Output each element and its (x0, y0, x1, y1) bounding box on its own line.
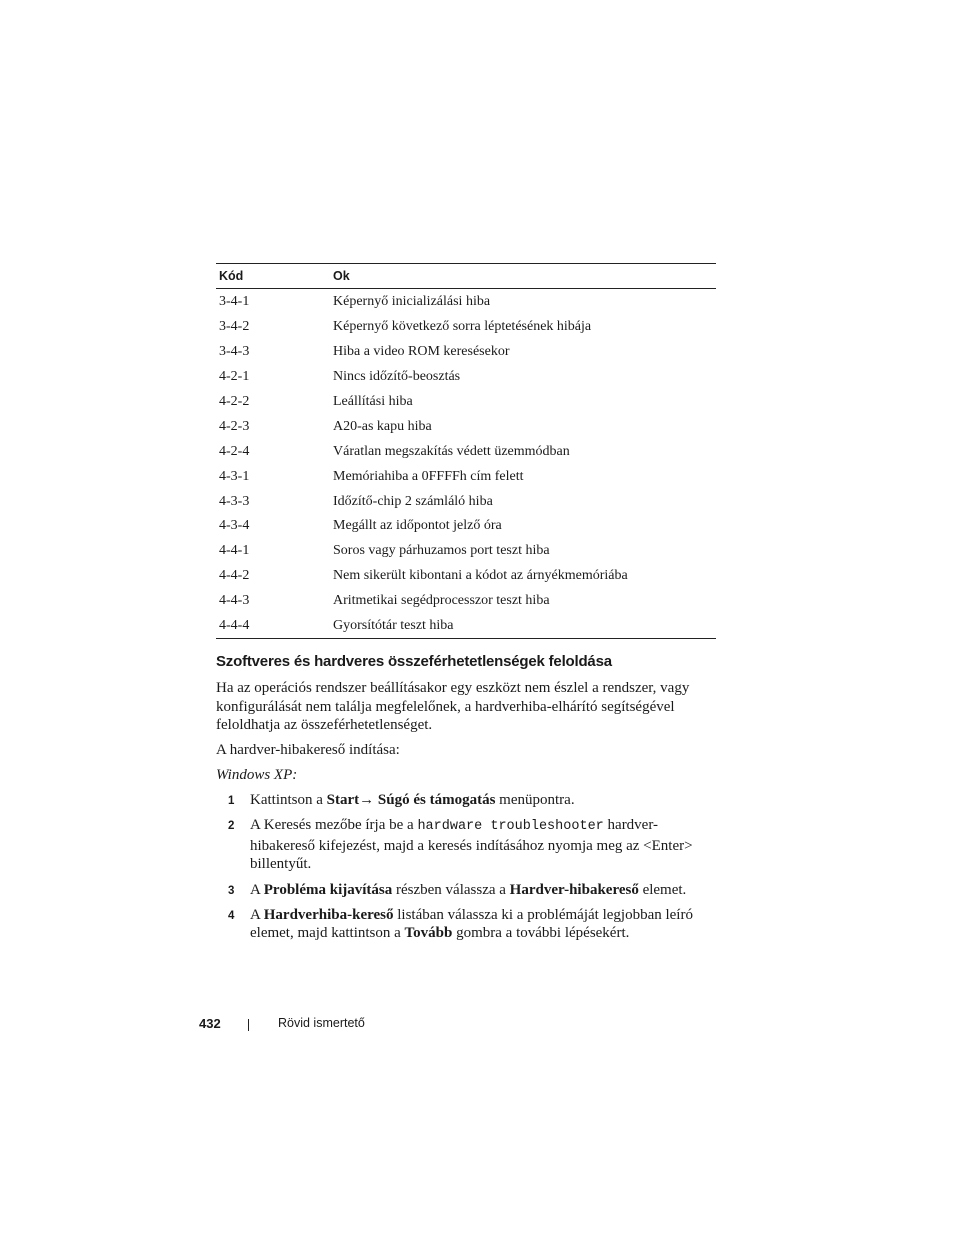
step-text: A (250, 906, 264, 923)
page-number: 432 (199, 1016, 221, 1031)
step-number: 3 (228, 884, 235, 897)
os-label: Windows XP: (216, 767, 298, 783)
cell-code: 4-2-4 (219, 443, 250, 459)
table-row (216, 289, 716, 315)
table-row (216, 539, 716, 564)
cell-code: 4-3-3 (219, 493, 250, 509)
table-row (216, 564, 716, 589)
cell-cause: Soros vagy párhuzamos port teszt hiba (333, 543, 550, 559)
ui-term-troubleshooter: Hardver-hibakereső (509, 881, 639, 898)
table-row (216, 589, 716, 614)
table-row (216, 439, 716, 464)
table-row (216, 614, 716, 639)
column-header-code: Kód (216, 264, 333, 289)
table-row (216, 390, 716, 415)
cell-code: 3-4-1 (219, 294, 250, 310)
ui-term-fix-problem: Probléma kijavítása (263, 881, 393, 898)
cell-code: 4-3-4 (219, 518, 250, 534)
section-heading: Szoftveres és hardveres összeférhetetlenségek feloldása (216, 653, 612, 670)
cell-code: 4-4-3 (219, 593, 250, 609)
step-number: 4 (228, 909, 235, 922)
cell-code: 4-4-1 (219, 543, 250, 559)
cell-code: 3-4-2 (219, 319, 250, 335)
step-text: A (250, 881, 264, 898)
table-row (216, 315, 716, 340)
step-text: menüpontra. (495, 792, 575, 808)
step-text: hardver-hibakereső kifejezést, majd a keresés indításához nyomja meg az <Enter> billentyűt. (250, 817, 693, 873)
step-text: A Keresés mezőbe írja be a (250, 817, 418, 834)
cell-code: 4-3-1 (219, 468, 250, 484)
step-text: Kattintson a (250, 792, 327, 808)
step-text: gombra a további lépésekért. (452, 925, 630, 942)
table-row (216, 414, 716, 439)
launch-instruction: A hardver-hibakereső indítása: (216, 742, 400, 758)
cell-cause: Képernyő következő sorra léptetésének hibája (333, 319, 592, 335)
step-number: 1 (228, 795, 235, 807)
step-3 (216, 881, 716, 900)
beep-code-table (216, 263, 716, 639)
table-header-row (216, 264, 716, 289)
cell-cause: A20-as kapu hiba (333, 418, 432, 434)
cell-code: 4-2-3 (219, 418, 250, 434)
cell-code: 4-2-1 (219, 369, 250, 385)
table-row (216, 464, 716, 489)
cell-code: 4-2-2 (219, 394, 250, 409)
steps-list (216, 791, 716, 950)
cell-cause: Váratlan megszakítás védett üzemmódban (333, 443, 570, 459)
table-row (216, 489, 716, 514)
step-number: 2 (228, 820, 235, 833)
step-4 (216, 906, 716, 943)
cell-cause: Nincs időzítő-beosztás (333, 369, 461, 385)
table-row (216, 365, 716, 390)
table-body (216, 289, 716, 639)
ui-term-hw-troubleshooter: Hardverhiba-kereső (263, 906, 394, 923)
cell-cause: Gyorsítótár teszt hiba (333, 618, 454, 634)
step-text: listában válassza ki a problémáját legjobban leíró elemet, majd kattintson a (250, 906, 693, 942)
cell-cause: Megállt az időpontot jelző óra (333, 518, 502, 534)
table-row (216, 340, 716, 365)
step-text: részben válassza a (392, 881, 510, 898)
column-header-cause: Ok (333, 264, 716, 289)
cell-cause: Nem sikerült kibontani a kódot az árnyékmemóriába (333, 568, 628, 584)
cell-code: 4-4-4 (219, 618, 250, 634)
arrow-icon: → (359, 792, 378, 808)
step-text: elemet. (638, 881, 687, 898)
search-term-code: hardware troubleshooter (417, 819, 604, 835)
cell-cause: Aritmetikai segédprocesszor teszt hiba (333, 593, 550, 609)
intro-paragraph: Ha az operációs rendszer beállításakor egy eszközt nem észlel a rendszer, vagy konfigurálását nem találja megfelelőnek, a hardverhiba-elhárító segítségével feloldhatja az összeférhetetlenséget. (216, 680, 690, 734)
cell-cause: Leállítási hiba (333, 394, 413, 409)
step-2 (216, 816, 716, 874)
cell-cause: Időzítő-chip 2 számláló hiba (333, 493, 493, 509)
ui-term-help: Súgó és támogatás (377, 792, 496, 808)
step-1 (216, 791, 716, 810)
cell-cause: Memóriahiba a 0FFFFh cím felett (333, 468, 524, 484)
table-row (216, 514, 716, 539)
cell-cause: Hiba a video ROM keresésekor (333, 344, 510, 360)
footer-divider (248, 1019, 249, 1031)
ui-term-start: Start (326, 792, 360, 808)
cell-cause: Képernyő inicializálási hiba (333, 294, 491, 310)
ui-term-next: Tovább (404, 925, 453, 942)
cell-code: 4-4-2 (219, 568, 250, 584)
footer-title: Rövid ismertető (278, 1016, 365, 1030)
cell-code: 3-4-3 (219, 344, 250, 360)
